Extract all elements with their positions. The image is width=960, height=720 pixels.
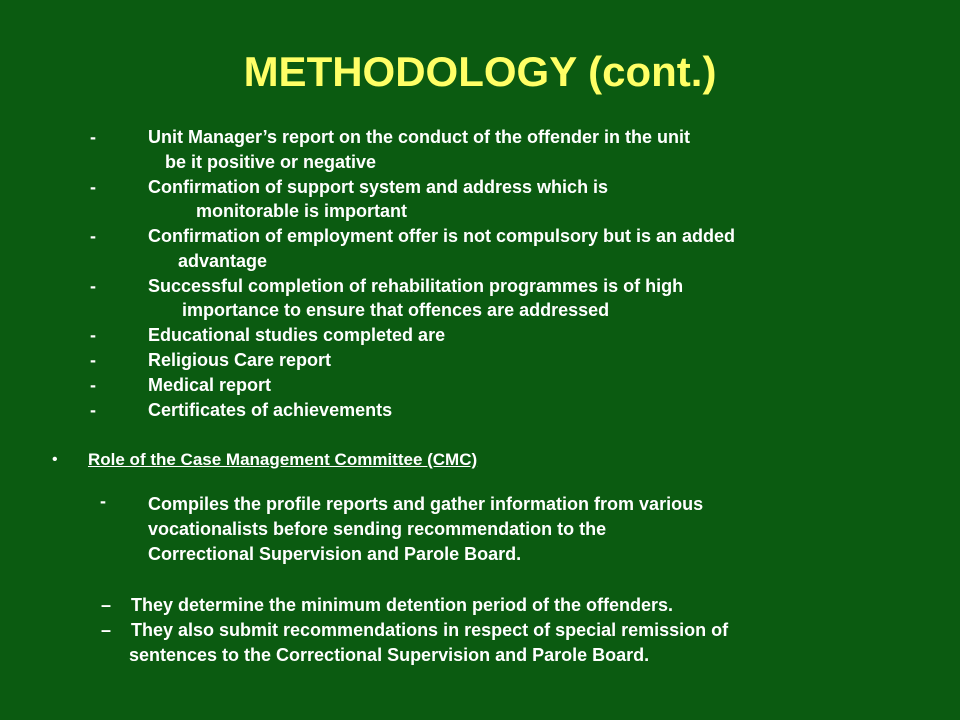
item-dash: -	[90, 127, 96, 147]
sub-item-line: sentences to the Correctional Supervision and Parole Board.	[129, 645, 650, 665]
item-line: Certificates of achievements	[148, 400, 393, 420]
item-line: be it positive or negative	[165, 152, 377, 172]
item-dash: -	[90, 177, 96, 197]
item-dash: -	[90, 400, 96, 420]
item-line: advantage	[178, 251, 268, 271]
bullet-icon: •	[52, 451, 58, 468]
sub-item-dash: –	[101, 620, 112, 640]
item-line: Successful completion of rehabilitation programmes is of high	[148, 276, 684, 296]
item-dash: -	[90, 226, 96, 246]
item-dash: -	[90, 350, 96, 370]
cmc-item-dash: -	[100, 491, 106, 511]
item-line: Confirmation of support system and address which is	[148, 177, 609, 197]
sub-item-dash: –	[101, 595, 112, 615]
sub-item-line: They also submit recommendations in respect of special remission of	[131, 620, 729, 640]
item-line: Unit Manager’s report on the conduct of the offender in the unit	[148, 127, 690, 147]
item-line: monitorable is important	[196, 201, 408, 221]
slide-title: METHODOLOGY (cont.)	[243, 48, 717, 95]
item-line: Confirmation of employment offer is not compulsory but is an added	[148, 226, 736, 246]
item-line: Religious Care report	[148, 350, 332, 370]
item-dash: -	[90, 375, 96, 395]
cmc-item-line: vocationalists before sending recommendation to the	[148, 519, 607, 539]
cmc-item-line: Correctional Supervision and Parole Board.	[148, 544, 522, 564]
cmc-item-line: Compiles the profile reports and gather information from various	[148, 494, 704, 514]
section-heading: Role of the Case Management Committee (CMC)	[88, 450, 478, 469]
item-dash: -	[90, 276, 96, 296]
item-dash: -	[90, 325, 96, 345]
item-line: Medical report	[148, 375, 272, 395]
item-line: importance to ensure that offences are addressed	[182, 300, 610, 320]
sub-item-line: They determine the minimum detention period of the offenders.	[131, 595, 674, 615]
item-line: Educational studies completed are	[148, 325, 446, 345]
